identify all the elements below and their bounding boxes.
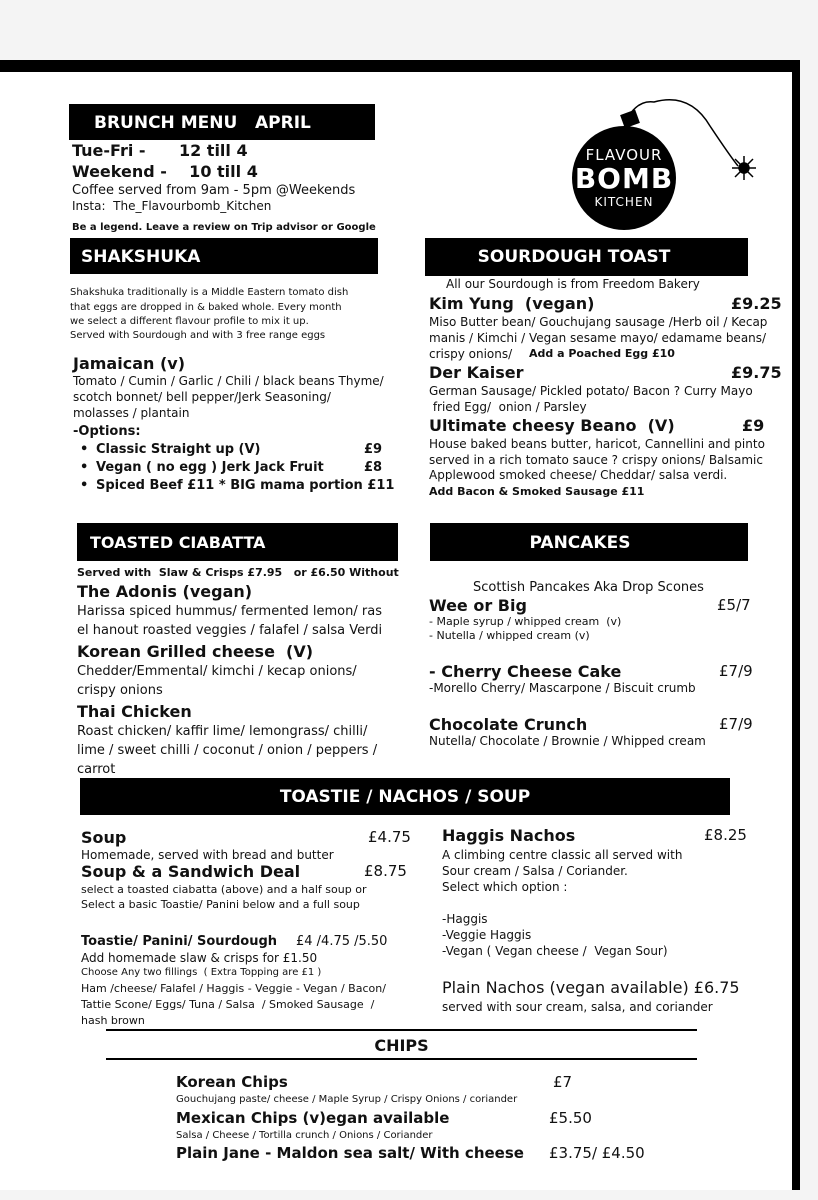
option-spiced-beef: • Spiced Beef £11 * BIG mama portion £11 (74, 477, 414, 495)
haggis-nachos-name: Haggis Nachos (442, 826, 576, 845)
toastie-add: Add homemade slaw & crisps for £1.50 (81, 951, 318, 965)
wee-or-big-desc-2: - Nutella / whipped cream (v) (429, 629, 590, 642)
korean-grilled-name: Korean Grilled cheese (V) (77, 642, 314, 661)
hours-weekday: Tue-Fri - 12 till 4 (72, 141, 248, 160)
fuse-spark-icon (732, 156, 756, 180)
coffee-hours: Coffee served from 9am - 5pm @Weekends (72, 183, 356, 198)
cheesy-beano-name: Ultimate cheesy Beano (V) (429, 416, 675, 435)
haggis-nachos-desc-2: Sour cream / Salsa / Coriander. (442, 864, 628, 878)
chips-rule-top (106, 1029, 697, 1031)
cheesy-beano-desc-3: Applewood smoked cheese/ Cheddar/ salsa verdi. (429, 468, 728, 482)
shakshuka-title: SHAKSHUKA (81, 247, 201, 267)
kim-yung-desc-1: Miso Butter bean/ Gouchujang sausage /Herb oil / Kecap (429, 315, 768, 329)
shakshuka-dish-desc-3: molasses / plantain (73, 406, 190, 420)
wee-or-big-desc-1: - Maple syrup / whipped cream (v) (429, 615, 622, 628)
soup-name: Soup (81, 828, 127, 847)
plain-jane-price: £3.75/ £4.50 (549, 1144, 645, 1162)
logo-text-kitchen: KITCHEN (594, 195, 654, 209)
instagram-handle: Insta: The_Flavourbomb_Kitchen (72, 199, 272, 213)
chips-rule-bottom (106, 1058, 697, 1060)
der-kaiser-price: £9.75 (731, 363, 782, 382)
kim-yung-desc-2: manis / Kimchi / Vegan sesame mayo/ edamame beans/ (429, 331, 767, 345)
toastie-fillings-2: Tattie Scone/ Eggs/ Tuna / Salsa / Smoked Sausage / (81, 998, 375, 1011)
logo-text-bomb: BOMB (574, 162, 674, 195)
logo-text-flavour: FLAVOUR (585, 146, 663, 164)
shakshuka-desc-1: Shakshuka traditionally is a Middle Eastern tomato dish (70, 287, 349, 298)
soup-price: £4.75 (368, 828, 411, 846)
deal-desc-2: Select a basic Toastie/ Panini below and a full soup (81, 898, 360, 911)
nachos-option-haggis: -Haggis (442, 912, 488, 926)
plain-jane-name: Plain Jane - Maldon sea salt/ With cheese (176, 1144, 524, 1162)
haggis-nachos-price: £8.25 (704, 826, 747, 844)
toastie-fillings-3: hash brown (81, 1014, 145, 1027)
shakshuka-desc-3: we select a different flavour profile to mix it up. (70, 316, 309, 327)
chocolate-crunch-name: Chocolate Crunch (429, 715, 588, 734)
toastie-choose: Choose Any two fillings ( Extra Topping are £1 ) (81, 967, 322, 978)
cherry-cheesecake-name: - Cherry Cheese Cake (429, 662, 622, 681)
korean-grilled-desc-2: crispy onions (77, 683, 163, 698)
pancakes-subtitle: Scottish Pancakes Aka Drop Scones (473, 580, 704, 595)
chips-title: CHIPS (374, 1036, 429, 1055)
mexican-chips-name: Mexican Chips (v)egan available (176, 1109, 450, 1127)
shakshuka-options-label: -Options: (73, 424, 141, 439)
thai-chicken-desc-2: lime / sweet chilli / coconut / onion / peppers / (77, 743, 378, 758)
cheesy-beano-desc-1: House baked beans butter, haricot, Cannellini and pinto (429, 437, 765, 451)
wee-or-big-name: Wee or Big (429, 596, 527, 615)
shakshuka-dish-desc-1: Tomato / Cumin / Garlic / Chili / black beans Thyme/ (73, 374, 384, 388)
thai-chicken-desc-1: Roast chicken/ kaffir lime/ lemongrass/ chilli/ (77, 724, 368, 739)
plain-nachos-desc: served with sour cream, salsa, and coriander (442, 1000, 713, 1014)
shakshuka-dish-desc-2: scotch bonnet/ bell pepper/Jerk Seasoning/ (73, 390, 331, 404)
cherry-cheesecake-price: £7/9 (719, 662, 753, 680)
thai-chicken-name: Thai Chicken (77, 702, 192, 721)
der-kaiser-desc-2: fried Egg/ onion / Parsley (429, 400, 587, 414)
der-kaiser-name: Der Kaiser (429, 363, 524, 382)
shakshuka-desc-4: Served with Sourdough and with 3 free range eggs (70, 330, 326, 341)
adonis-desc-2: el hanout roasted veggies / falafel / salsa Verdi (77, 623, 383, 638)
chocolate-crunch-desc: Nutella/ Chocolate / Brownie / Whipped cream (429, 734, 706, 748)
kim-yung-extra: Add a Poached Egg £10 (529, 347, 675, 360)
toastie-name: Toastie/ Panini/ Sourdough (81, 934, 278, 949)
cherry-cheesecake-desc: -Morello Cherry/ Mascarpone / Biscuit crumb (429, 681, 696, 695)
toastie-price: £4 /4.75 /5.50 (296, 934, 388, 949)
cheesy-beano-desc-2: served in a rich tomato sauce ? crispy onions/ Balsamic (429, 453, 763, 467)
korean-chips-desc: Gouchujang paste/ cheese / Maple Syrup / Crispy Onions / coriander (176, 1094, 518, 1105)
pancakes-title: PANCAKES (529, 533, 631, 553)
adonis-name: The Adonis (vegan) (77, 582, 253, 601)
shakshuka-desc-2: that eggs are dropped in & baked whole. Every month (70, 302, 342, 313)
plain-nachos-name: Plain Nachos (vegan available) £6.75 (442, 978, 740, 997)
mexican-chips-price: £5.50 (549, 1109, 592, 1127)
wee-or-big-price: £5/7 (717, 596, 751, 614)
cheesy-beano-extra: Add Bacon & Smoked Sausage £11 (429, 485, 645, 498)
ciabatta-served: Served with Slaw & Crisps £7.95 or £6.50 Without (77, 566, 399, 579)
kim-yung-price: £9.25 (731, 294, 782, 313)
soup-desc: Homemade, served with bread and butter (81, 848, 334, 862)
adonis-desc-1: Harissa spiced hummus/ fermented lemon/ ras (77, 604, 382, 619)
ciabatta-title: TOASTED CIABATTA (90, 533, 266, 552)
deal-name: Soup & a Sandwich Deal (81, 862, 301, 881)
der-kaiser-desc-1: German Sausage/ Pickled potato/ Bacon ? Curry Mayo (429, 384, 753, 398)
thai-chicken-desc-3: carrot (77, 762, 116, 777)
shakshuka-options-list (74, 441, 414, 495)
chocolate-crunch-price: £7/9 (719, 715, 753, 733)
haggis-nachos-desc-3: Select which option : (442, 880, 568, 894)
kim-yung-desc-3: crispy onions/ (429, 347, 513, 361)
sourdough-subtitle: All our Sourdough is from Freedom Bakery (446, 277, 700, 291)
option-vegan: • Vegan ( no egg ) Jerk Jack Fruit £8 (74, 459, 414, 477)
nachos-option-vegan: -Vegan ( Vegan cheese / Vegan Sour) (442, 944, 668, 958)
korean-grilled-desc-1: Chedder/Emmental/ kimchi / kecap onions/ (77, 664, 357, 679)
hours-weekend: Weekend - 10 till 4 (72, 162, 258, 181)
cheesy-beano-price: £9 (742, 416, 765, 435)
toastie-fillings-1: Ham /cheese/ Falafel / Haggis - Veggie - Vegan / Bacon/ (81, 982, 386, 995)
nachos-option-veggie: -Veggie Haggis (442, 928, 532, 942)
brunch-menu-title: BRUNCH MENU APRIL (94, 113, 311, 133)
korean-chips-price: £7 (553, 1073, 573, 1091)
deal-desc-1: select a toasted ciabatta (above) and a half soup or (81, 883, 367, 896)
kim-yung-name: Kim Yung (vegan) (429, 294, 595, 313)
haggis-nachos-desc-1: A climbing centre classic all served with (442, 848, 683, 862)
shakshuka-dish-name: Jamaican (v) (73, 354, 185, 373)
korean-chips-name: Korean Chips (176, 1073, 288, 1091)
toastie-title: TOASTIE / NACHOS / SOUP (279, 787, 531, 807)
sourdough-title: SOURDOUGH TOAST (477, 247, 671, 267)
option-classic: • Classic Straight up (V) £9 (74, 441, 414, 459)
mexican-chips-desc: Salsa / Cheese / Tortilla crunch / Onions / Coriander (176, 1130, 433, 1141)
deal-price: £8.75 (364, 862, 407, 880)
review-note: Be a legend. Leave a review on Trip advisor or Google (72, 222, 376, 233)
